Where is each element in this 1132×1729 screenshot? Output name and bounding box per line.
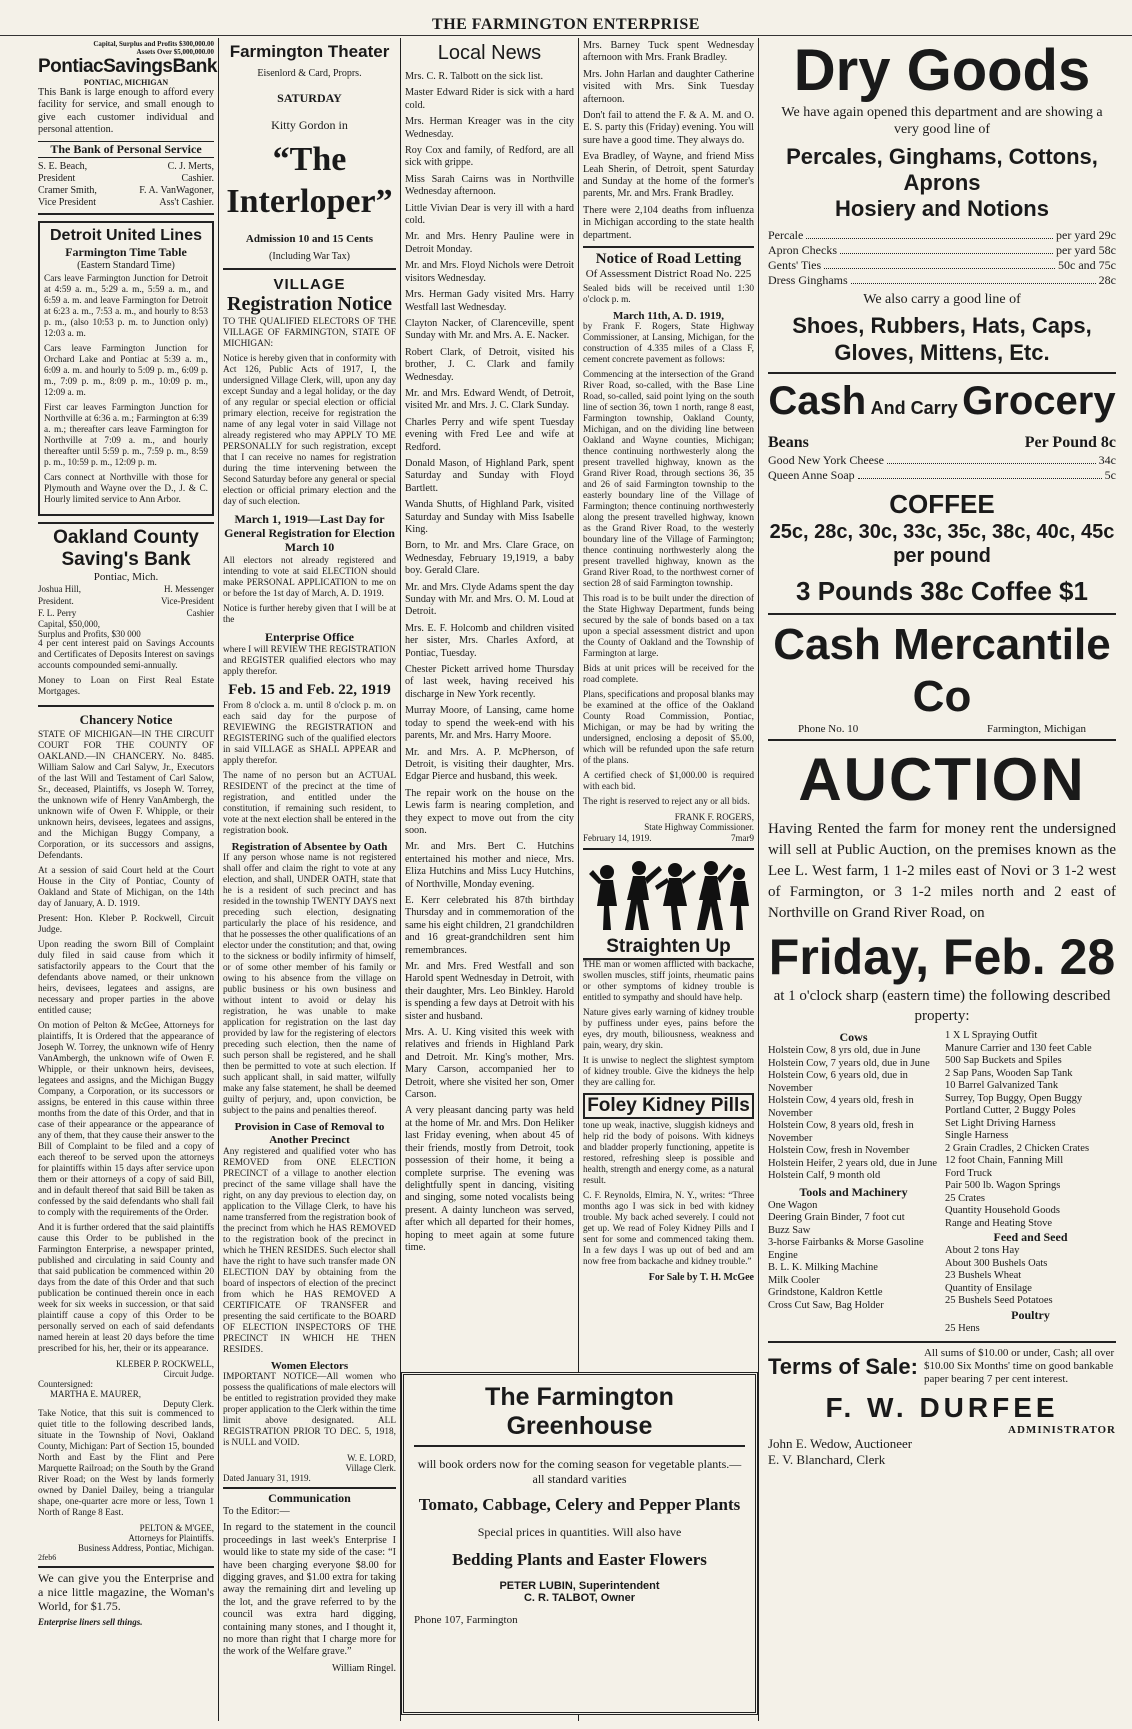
- registration-dates: Feb. 15 and Feb. 22, 1919: [228, 682, 391, 698]
- theater-proprietors: Eisenlord & Card, Proprs.: [257, 68, 362, 79]
- road-signer: FRANK F. ROGERS,: [674, 812, 754, 823]
- officer-name: Joshua Hill,: [38, 583, 82, 594]
- countersigned: Countersigned:: [38, 1378, 93, 1389]
- news-item: Don't fail to attend the F. & A. M. and O. E. S. party this (Friday) evening. You will sure have a good time. They always do.: [583, 110, 754, 146]
- detroit-united-title: Detroit United Lines: [49, 226, 202, 244]
- news-item: Eva Bradley, of Wayne, and friend Miss Leah Sherin, of Detroit, spent Saturday and Sunday at the home of the former's parents, Mr. and Mrs. Frank Bradley.: [583, 151, 754, 200]
- price-value: 5c: [1104, 468, 1116, 482]
- chancery-title: Chancery Notice: [79, 711, 173, 727]
- tool-item: Grindstone, Kaldron Kettle: [768, 1287, 883, 1298]
- news-item: Mr. and Mrs. Clyde Adams spent the day Sunday with Mr. and Mrs. O. M. Loud at Detroit.: [405, 581, 574, 618]
- clerk-title: Village Clerk.: [345, 1463, 396, 1473]
- news-item: Mr. and Mrs. Fred Westfall and son Harold spent Wednesday in Detroit, with their daughter, Mrs. Leo Binkley. Harold is spending a few days at Detroit with his sister and husband.: [405, 961, 574, 1022]
- road-date: March 11th, A. D. 1919,: [612, 310, 725, 323]
- equipment-item: 25 Crates: [945, 1192, 985, 1204]
- grocery-title-grocery: Grocery: [962, 379, 1116, 423]
- mercantile-name: Cash Mercantile Co: [773, 620, 1111, 721]
- equipment-item: Manure Carrier and 130 feet Cable: [945, 1042, 1092, 1054]
- leader-dots: [887, 453, 1096, 464]
- dry-goods-also: We also carry a good line of: [863, 292, 1021, 307]
- news-item: Donald Mason, of Highland Park, spent Saturday and Sunday with Floyd Bartlett.: [405, 457, 574, 494]
- news-item: Wanda Shutts, of Highland Park, visited Saturday and Sunday with Miss Isabelle King.: [405, 499, 574, 535]
- local-news-continued: [583, 40, 754, 242]
- cow-item: Holstein Cow, 4 years old, fresh in November: [768, 1095, 914, 1119]
- officer-name: Cramer Smith,: [38, 184, 97, 196]
- registration-title: Registration Notice: [227, 293, 392, 315]
- equipment-list: [945, 1030, 1116, 1230]
- news-item: Murray Moore, of Lansing, came home today to spend the week-end with his parents, Mr. and Mrs. Harry Moore.: [405, 705, 574, 742]
- oakland-location: Pontiac, Mich.: [93, 570, 159, 583]
- foley-dealer: For Sale by T. H. McGee: [648, 1272, 754, 1284]
- oakland-bank-ad: [38, 522, 214, 707]
- road-paragraph: Sealed bids will be received until 1:30 o'clock p. m.: [583, 284, 754, 306]
- news-item: Miss Sarah Cairns was in Northville Wednesday afternoon.: [405, 173, 574, 198]
- cow-item: Holstein Cow, fresh in November: [768, 1145, 910, 1156]
- pontiac-savings-ad: [38, 40, 217, 215]
- price-row: [768, 243, 1116, 258]
- auction-property-list: [768, 1030, 1116, 1335]
- news-item: Mrs. Barney Tuck spent Wednesday afternoon with Mrs. Frank Bradley.: [583, 40, 754, 64]
- timetable-paragraph: Cars leave Farmington Junction for Orchard Lake and Pontiac at 5:39 a. m., 6:09 a. m. and hourly to 5:09 p. m., 6:09 p. m., 7:09 p. m., 8:09 p. m., 10:09 p. m., 12:09 a. m.: [44, 343, 208, 398]
- column-1: [34, 38, 218, 1721]
- timetable-paragraph: First car leaves Farmington Junction for Northville at 6:36 a. m.; Farmington at 6:39 a. m.; thereafter cars leave Farmington for Northville at 7:09 a. m., and hourly thereafter until 5:59 p. m., 7:59 p. m., 8:59 p. m., 10:59 p. m., 12:09 p. m.: [44, 402, 208, 468]
- column-2: [219, 38, 400, 1721]
- auction-date: Friday, Feb. 28: [768, 929, 1116, 985]
- coffee-heading: COFFEE: [889, 489, 995, 519]
- price-item: Percale: [768, 228, 804, 242]
- officer-title: Cashier.: [181, 172, 214, 184]
- leader-dots: [858, 468, 1102, 479]
- registration-paragraph: The name of no person but an ACTUAL RESIDENT of the precinct at the time of registration, and entitled under the constitution, if remaining such resident, to vote at the next election shall be entered in the registration book.: [223, 771, 396, 836]
- news-item: Mr. and Mrs. Floyd Nichols were Detroit visitors Wednesday.: [405, 260, 574, 284]
- auction-owner-title: ADMINISTRATOR: [1008, 1424, 1116, 1436]
- poultry-heading: Poultry: [1011, 1307, 1050, 1322]
- officer-name: S. E. Beach,: [38, 160, 88, 172]
- timetable-paragraph: Cars connect at Northville with those for Plymouth and Wayne over the D., J. & C. Hourly limited service to Ann Arbor.: [44, 472, 208, 505]
- local-news-list: [405, 71, 574, 1254]
- auction-owner: F. W. DURFEE: [825, 1392, 1059, 1423]
- road-paragraph: Commencing at the intersection of the Grand River Road, so-called, with the Base Line Road, so-called, said point lying on the south line of section 36, town 1 north, range 8 east, Farmington township, Oakland County, Michigan, and on the dividing line between Oakland and Wayne counties, Michigan; thence continuing northwesterly along the present travelled highway, known as the Grand River Road, through sections 36, 35 and 26 of said Farmington township to the easterly boundary line of the Village of Farmington; thence continuing northwesterly along the present travelled highway, known as the Grand River Road, to the westerly boundary line of the Village of Farmington; thence continuing northwesterly along the present travelled highway, known as the Grand River Road, to the northwest corner of section 28 of said Farmington township.: [583, 370, 754, 590]
- equipment-item: 1 X L Spraying Outfit: [945, 1030, 1038, 1041]
- greenhouse-plants: Tomato, Cabbage, Celery and Pepper Plants: [418, 1495, 741, 1514]
- equipment-item: 10 Barrel Galvanized Tank: [945, 1080, 1059, 1091]
- notice-date: Dated January 31, 1919.: [223, 1473, 311, 1483]
- cow-item: Holstein Cow, 6 years old, due in November: [768, 1070, 908, 1094]
- greenhouse-superintendent: PETER LUBIN, Superintendent: [499, 1580, 660, 1592]
- dry-goods-ad: [768, 40, 1116, 374]
- greenhouse-ad: [401, 1372, 758, 1715]
- price-item: Good New York Cheese: [768, 453, 884, 467]
- clerk-name: MARTHA E. MAURER,: [50, 1388, 141, 1399]
- news-item: E. Kerr celebrated his 87th birthday Thursday and in commemoration of the same his eight children, 21 grandchildren and 16 great-grandchildren sent him remembrances.: [405, 894, 574, 956]
- road-paragraph: This road is to be built under the direction of the State Highway Department, funds being secured by the sale of bonds based on a tax upon a special assessment district and upon the County of Oakland and the Township of Farmington at large.: [583, 594, 754, 660]
- registration-paragraph: Any registered and qualified voter who has REMOVED from ONE ELECTION PRECINCT of a village to another election precinct of the same village shall have the right, on any day previous to election day, on application to the Village Clerk, to have his name transferred from the registration book of the precinct from which he HAS REMOVED to the registration book of the precinct in which he THEN RESIDES. Such elector shall have the right to have such transfer made ON ELECTION DAY by obtaining from the board of inspectors of election of the precinct from which he HAS REMOVED A CERTIFICATE OF TRANSFER and presenting the said certificate to the BOARD OF ELECTION INSPECTORS OF THE PRECINCT IN WHICH HE THEN RESIDES.: [223, 1147, 396, 1355]
- theater-day: SATURDAY: [277, 91, 342, 105]
- leader-dots: [824, 258, 1055, 269]
- poultry-item: 25 Hens: [945, 1322, 980, 1334]
- auction-intro: Having Rented the farm for money rent the undersigned will sell at Public Auction, on the premises known as the Lee L. West farm, 1 1-2 miles east of Novi or 3 1-2 west of Farmington, or 3 1-2 miles north and 2 east of Northville on Grand River Road, on: [768, 821, 1116, 921]
- dry-goods-line3: Shoes, Rubbers, Hats, Caps, Gloves, Mittens, Etc.: [792, 313, 1092, 365]
- tool-item: Milk Cooler: [768, 1274, 820, 1286]
- news-item: Mr. and Mrs. Bert C. Hutchins entertained his mother and niece, Mrs. Eliza Hutchins and Miss Lucy Hutchins, of Northville, Monday evening.: [405, 841, 574, 890]
- registration-notice: [223, 276, 396, 1483]
- foley-paragraph: THE man or women afflicted with backache, swollen muscles, stiff joints, rheumatic pains or other symptoms of kidney trouble is entitled to sympathy and should have help.: [583, 960, 754, 1004]
- auction-ad: [768, 747, 1116, 1468]
- news-item: Roy Cox and family, of Redford, are all sick with grippe.: [405, 145, 574, 169]
- pontiac-assets: Assets Over $5,000,000.00: [136, 48, 214, 56]
- mercantile-ad: [768, 619, 1116, 741]
- column-rule: [758, 38, 759, 1721]
- chancery-paragraph: At a session of said Court held at the Court House in the City of Pontiac, County of Oakland and State of Michigan, on the 14th day of January, A. D. 1919.: [38, 865, 214, 909]
- dry-goods-intro: We have again opened this department and are showing a very good line of: [781, 105, 1103, 137]
- terms-heading: Terms of Sale:: [768, 1353, 918, 1379]
- news-item: Mrs. A. U. King visited this week with relatives and friends in Highland Park and Detroit. Mr. King's mother, Mrs. Mary Carson, accompanied her to Detroit, where she visited her son, Omer Carson.: [405, 1027, 574, 1101]
- mercantile-phone: Phone No. 10: [798, 723, 859, 735]
- feed-item: About 300 Bushels Oats: [945, 1257, 1048, 1269]
- pontiac-location: PONTIAC, MICHIGAN: [83, 78, 169, 87]
- news-item: Clayton Nacker, of Clarenceville, spent Sunday with Mr. and Mrs. A. E. Nacker.: [405, 317, 574, 342]
- auction-clerk: E. V. Blanchard, Clerk: [768, 1452, 886, 1467]
- price-row: [768, 258, 1116, 273]
- timetable-paragraph: Cars leave Farmington Junction for Detroit at 4:59 a. m., 5:29 a. m., 5:59 a. m., and 6:59 a. m. and leave Farmington for Detroit at 6:23 a. m., 7:53 a. m., and hourly to 8:53 p. m., (also 10:53 p. m. to Junction only) 12:03 a. m.: [44, 273, 208, 339]
- price-item: Queen Anne Soap: [768, 468, 855, 482]
- news-item: Mrs. John Harlan and daughter Catherine visited with Mrs. Sink Tuesday afternoon.: [583, 68, 754, 105]
- news-item: Mr. and Mrs. A. P. McPherson, of Detroit, is visiting their daughter, Mrs. Edgar Pierce and husband, this week.: [405, 746, 574, 783]
- road-paragraph: Bids at unit prices will be received for the road complete.: [583, 664, 754, 686]
- road-paragraph: by Frank F. Rogers, State Highway Commissioner, at Lansing, Michigan, for the construction of 4.335 miles of a Class F, cement concrete pavement as follows:: [583, 322, 754, 366]
- equipment-item: 12 foot Chain, Fanning Mill: [945, 1155, 1064, 1166]
- absentee-heading: Registration of Absentee by Oath: [231, 841, 388, 853]
- greenhouse-owner: C. R. TALBOT, Owner: [523, 1592, 636, 1604]
- chancery-paragraph: Present: Hon. Kleber P. Rockwell, Circuit Judge.: [38, 913, 214, 935]
- equipment-item: Set Light Driving Harness: [945, 1117, 1056, 1129]
- news-item: Mr. and Mrs. Edward Wendt, of Detroit, visited Mr. and Mrs. J. C. Clark Sunday.: [405, 387, 574, 412]
- news-item: Mrs. E. F. Holcomb and children visited her sister, Mrs. Charles Axford, at Pontiac, Tuesday.: [405, 622, 574, 659]
- road-paragraph: A certified check of $1,000.00 is required with each bid.: [583, 771, 754, 793]
- theater-ad: [223, 42, 396, 270]
- officer-name: F. A. VanWagoner,: [139, 184, 214, 196]
- theater-title: Farmington Theater: [229, 42, 390, 61]
- chancery-paragraph: And it is further ordered that the said plaintiffs cause this Order to be published in the Farmington Enterprise, a newspaper printed, published and circulating in said County and that said publication be commenced within 20 days from the date of this Order and that such publication be continued therein once in each week for six weeks in succession, or that said plaintiff cause a copy of this Order to be personally served on each of said defendants named herein at least 20 days before the time prescribed for his, her, their or its appearance.: [38, 1222, 214, 1354]
- cow-item: Holstein Calf, 9 month old: [768, 1170, 881, 1181]
- road-letting-notice: [583, 246, 754, 844]
- dancing-figures-illustration: [589, 854, 749, 936]
- beans-price: Per Pound 8c: [1024, 434, 1116, 451]
- dry-goods-title: Dry Goods: [793, 38, 1091, 103]
- pontiac-tagline: The Bank of Personal Service: [38, 141, 214, 158]
- news-item: Mrs. Herman Kreager was in the city Wednesday.: [405, 116, 574, 140]
- equipment-item: Portland Cutter, 2 Buggy Poles: [945, 1105, 1076, 1116]
- removal-heading: Provision in Case of Removal to Another Precinct: [234, 1121, 385, 1146]
- theater-film: “The Interloper”: [226, 141, 393, 220]
- grocery-title-cash: Cash: [768, 379, 867, 423]
- registration-paragraph: Notice is hereby given that in conformity with Act 126, Public Acts of 1917, I, the undersigned Village Clerk, will, upon any day except Sunday and a legal holiday, or the day of any regular or special election or official primary election, receive for registration the name of any legal voter in said Village not already registered who may APPLY TO ME PERSONALLY for such registration, except that I can receive no names for registration during the time intervening between the Second Saturday before any general or special election or official primary election and the day of such election.: [223, 354, 396, 507]
- news-item: Mrs. Herman Gady visited Mrs. Harry Westfall last Wednesday.: [405, 289, 574, 313]
- feed-heading: Feed and Seed: [993, 1230, 1068, 1244]
- oakland-paragraph: 4 per cent interest paid on Savings Accounts and Certificates of Deposits Interest on savings accounts compounded semi-annually.: [38, 638, 214, 671]
- news-item: Robert Clark, of Detroit, visited his brother, J. C. Clark and family Wednesday.: [405, 346, 574, 383]
- column-5: [762, 38, 1122, 1721]
- road-signer-title: State Highway Commissioner.: [644, 822, 754, 833]
- greenhouse-special: Special prices in quantities. Will also have: [477, 1525, 682, 1539]
- attorneys-address: Business Address, Pontiac, Michigan.: [78, 1542, 214, 1553]
- greenhouse-intro: will book orders now for the coming season for vegetable plants.—all standard varities: [417, 1457, 742, 1486]
- feed-item: Quantity of Ensilage: [945, 1282, 1032, 1294]
- equipment-item: Quantity Household Goods: [945, 1205, 1060, 1216]
- registration-paragraph: where I will REVIEW THE REGISTRATION and REGISTER qualified electors who may apply therefor.: [223, 645, 396, 677]
- foley-paragraph: C. F. Reynolds, Elmira, N. Y., writes: “Three months ago I was sick in bed with kidney trouble. My back ached severely. I could not get up. We read of Foley Kidney Pills and I sent for some and commenced taking them. In a few days I was up out of bed and am now free from backache and kidney trouble.”: [583, 1191, 754, 1268]
- leader-dots: [840, 243, 1053, 254]
- price-item: Gents' Ties: [768, 258, 822, 272]
- tool-item: One Wagon: [768, 1199, 818, 1211]
- attorneys: PELTON & M'GEE,: [139, 1522, 214, 1533]
- equipment-item: Range and Heating Stove: [945, 1217, 1053, 1229]
- price-value: per yard 58c: [1056, 243, 1116, 257]
- beans-item: Beans: [768, 434, 809, 451]
- registration-deadline: March 1, 1919—Last Day for General Registration for Election March 10: [224, 512, 395, 554]
- equipment-item: 2 Grain Cradles, 2 Chicken Crates: [945, 1142, 1090, 1154]
- communication-salutation: To the Editor:—: [223, 1506, 290, 1517]
- officer-title: Vice President: [38, 196, 96, 208]
- news-item: Master Edward Rider is sick with a hard cold.: [405, 87, 574, 111]
- registration-paragraph: All electors not already registered and intending to vote at said ELECTION should make PERSONAL APPLICATION to me on or before the 1st day of March, A. D. 1919.: [223, 556, 396, 599]
- foley-paragraph: Nature gives early warning of kidney trouble by puffiness under eyes, pains before the eyes, dry mouth, biliousness, weakness and pain, weary, dry skin.: [583, 1008, 754, 1052]
- timetable-subtitle: Farmington Time Table: [65, 244, 187, 259]
- masthead: [0, 0, 1132, 36]
- equipment-item: Single Harness: [945, 1130, 1009, 1141]
- registration-paragraph: If any person whose name is not registered shall offer and claim the right to vote at any election, and shall, UNDER OATH, state that he is a resident of such precinct and has resided in the township TWENTY DAYS next preceding such election, designating particularly the place of his residence, and that he possesses the other qualifications of an elector under the constitution; and that, owing to the sickness or bodily infirmity of himself, or of some other member of his family or owing to his absence from the village on public business or his own business and without intent to avoid or delay his registration, he was unable to make application for registration on the last day provided by law for the registering of electors preceding such election, then the name of such person shall be registered, and he shall then be permitted to vote at such election. If such applicant shall, in said matter, wilfully make any false statement, he shall be deemed guilty of perjury, and, upon conviction, be subject to the pains and penalties thereof.: [223, 853, 396, 1116]
- grocery-price-list: [768, 453, 1116, 483]
- equipment-item: 2 Sap Pans, Wooden Sap Tank: [945, 1067, 1073, 1079]
- clerk-name: W. E. LORD,: [347, 1453, 396, 1463]
- price-value: per yard 29c: [1056, 228, 1116, 242]
- chancery-paragraph: STATE OF MICHIGAN—IN THE CIRCUIT COURT FOR THE COUNTY OF OAKLAND.—IN CHANCERY. No. 8485. William Salow and Carl Salyw, Jr., Executors of the last Will and Testament of Carl Salow, Sr., deceased, Plaintiffs, vs Joseph W. Torrey, the unknown wife of Henry VanAmbergh, the unknown wife of Owen F. Whipple, or their unknown heirs, devisees, legatees and assigns, and the Michigan Buggy Company, a Corporation, or its successors and assigns, Defendants.: [38, 729, 214, 861]
- theater-admission: Admission 10 and 15 Cents: [245, 233, 374, 245]
- grocery-title-carry: And Carry: [870, 398, 958, 418]
- pontiac-body: This Bank is large enough to afford every facility for service, and small enough to give each customer individual and personal attention.: [38, 87, 214, 136]
- registration-paragraph: Notice is further hereby given that I will be at the: [223, 604, 396, 625]
- tool-item: 3-horse Fairbanks & Morse Gasoline Engine: [768, 1237, 924, 1261]
- road-title: Notice of Road Letting: [595, 251, 742, 268]
- greenhouse-phone: Phone 107, Farmington: [414, 1614, 518, 1626]
- enterprise-slogan: Enterprise liners sell things.: [38, 1616, 143, 1627]
- officer-name: C. J. Merts,: [167, 160, 214, 172]
- ad-ref: 7mar9: [731, 833, 754, 844]
- officer-title: Ass't Cashier.: [159, 196, 214, 208]
- oakland-bank-title: Oakland County Saving's Bank: [53, 526, 199, 570]
- news-item: There were 2,104 deaths from influenza in Michigan according to the state health department.: [583, 204, 754, 241]
- timetable-zone: (Eastern Standard Time): [77, 259, 175, 271]
- mercantile-city: Farmington, Michigan: [987, 723, 1086, 735]
- feed-item: About 2 tons Hay: [945, 1245, 1020, 1256]
- price-item: Apron Checks: [768, 243, 837, 257]
- tool-item: B. L. K. Milking Machine: [768, 1262, 878, 1273]
- chancery-paragraph: Upon reading the sworn Bill of Complaint duly filed in said cause from which it satisfactorily appears to the Court that the defendants above named, or their unknown heirs, devisees, legatees and assigns, are necessary and proper parties in the above entitled cause;: [38, 939, 214, 1016]
- dry-goods-line2: Hosiery and Notions: [835, 196, 1049, 221]
- officer-name: H. Messenger: [164, 583, 214, 594]
- tool-item: Deering Grain Binder, 7 foot cut: [768, 1212, 905, 1223]
- coffee-deal: 3 Pounds 38c Coffee $1: [796, 576, 1088, 606]
- leader-dots: [806, 228, 1053, 239]
- officer-title: Cashier: [186, 607, 214, 618]
- news-item: Chester Pickett arrived home Thursday of last week, having received his discharge in New York recently.: [405, 664, 574, 700]
- oakland-surplus: Surplus and Profits, $30 000: [38, 628, 141, 639]
- price-value: 34c: [1098, 453, 1116, 467]
- communication-body: In regard to the statement in the council proceedings in last week's Enterprise I would like to state my side of the case: “I have been charging everyone $8.00 for digging graves, and $1.00 extra for taking away the remaining dirt and leveling up the lot, and the grave referred to by the council was extra hard digging, containing many stones, and I thought it, no more than right that I charge more for the work of the Welfare grave.”: [223, 1522, 396, 1658]
- terms-of-sale: [768, 1341, 1116, 1386]
- local-news-title: Local News: [437, 42, 542, 64]
- news-item: Mr. and Mrs. Henry Pauline were in Detroit Monday.: [405, 231, 574, 255]
- cows-heading: Cows: [839, 1030, 868, 1044]
- price-row: [768, 228, 1116, 243]
- road-paragraph: Plans, specifications and proposal blanks may be examined at the office of the Oakland County Road Commission, Pontiac, Michigan, or may be had by writing the undersigned, enclosing a deposit of $5.00, which will be refunded upon the safe return of the plans.: [583, 690, 754, 767]
- equipment-item: 500 Sap Buckets and Spiles: [945, 1055, 1062, 1066]
- theater-star: Kitty Gordon in: [271, 118, 348, 132]
- registration-office: Enterprise Office: [265, 630, 354, 644]
- tool-item: Cross Cut Saw, Bag Holder: [768, 1299, 884, 1311]
- price-value: 50c and 75c: [1058, 258, 1116, 272]
- news-item: A very pleasant dancing party was held at the home of Mr. and Mrs. Don Heliker last Friday evening, when about 45 of their friends, mostly from Detroit, took possession of their home, it being a complete surprise. The evening was delightfully spent in dancing, visiting and singing, some noted vocalists being present. A dainty luncheon was served, after which all departed for their homes, hoping to meet again at some future time.: [405, 1105, 574, 1253]
- foley-paragraph: tone up weak, inactive, sluggish kidneys and help rid the body of poisons. With kidneys and bladder properly functioning, appetite is restored, refreshing sleep is possible and health, strength and energy come, as a natural result.: [583, 1121, 754, 1187]
- leader-dots: [851, 273, 1096, 284]
- officer-title: President.: [38, 595, 74, 606]
- ad-ref: 2feb6: [38, 1552, 57, 1562]
- price-item: Dress Ginghams: [768, 273, 848, 287]
- theater-tax: (Including War Tax): [269, 251, 350, 262]
- auction-title: AUCTION: [798, 746, 1086, 813]
- equipment-item: Ford Truck: [945, 1167, 992, 1179]
- judge-title: Circuit Judge.: [163, 1368, 214, 1379]
- chancery-paragraph: On motion of Pelton & McGee, Attorneys for plaintiffs, It is Ordered that the appearance of Joseph W. Torrey, the unknown wife of Henry VanAmbergh, the unknown wife of Owen F. Whipple, or their unknown heirs, devisees, legatees and assigns, and the Michigan Buggy Company, a Corporation, or its successors or assigns, be entered in this cause within three months from the date of this Order, and that in case of their appearance or the appearance of any of them, that they cause their answer to the Bill of Complaint to be filed and a copy of each thereof to be served upon the attorneys for plaintiffs within 15 days after service upon them or their attorneys of a copy of said Bill, and in default thereof that said Bill be taken as confessed by the said defendants who shall fail to comply with the requirements of the Order.: [38, 1020, 214, 1218]
- grocery-ad: [768, 378, 1116, 615]
- cow-item: Holstein Cow, 7 years old, due in June: [768, 1057, 930, 1069]
- attorneys-title: Attorneys for Plaintiffs.: [128, 1532, 214, 1543]
- women-heading: Women Electors: [270, 1360, 349, 1372]
- equipment-item: Pair 500 lb. Wagon Springs: [945, 1180, 1061, 1191]
- pontiac-capital: Capital, Surplus and Profits $300,000.00: [93, 40, 214, 48]
- clerk-title: Deputy Clerk.: [163, 1398, 214, 1409]
- cows-list: [768, 1045, 939, 1183]
- feed-list: [945, 1245, 1116, 1308]
- auctioneer: John E. Wedow, Auctioneer: [768, 1436, 913, 1451]
- cow-item: Holstein Cow, 8 yrs old, due in June: [768, 1045, 921, 1056]
- pontiac-bank-name: PontiacSavingsBank: [38, 56, 217, 77]
- communication: [223, 1487, 396, 1674]
- foley-paragraph: It is unwise to neglect the slightest symptom of kidney trouble. Give the kidneys the help they are calling for.: [583, 1056, 754, 1089]
- news-item: The repair work on the house on the Lewis farm is nearing completion, and they expect to move out from the city soon.: [405, 787, 574, 836]
- dry-goods-price-list: [768, 228, 1116, 288]
- price-value: 28c: [1098, 273, 1116, 287]
- price-row: [768, 468, 1116, 483]
- price-row: [768, 273, 1116, 288]
- road-subtitle: Of Assessment District Road No. 225: [585, 268, 752, 281]
- news-item: Charles Perry and wife spent Tuesday evening with Fred Lee and wife at Redford.: [405, 416, 574, 453]
- chancery-paragraph: Take Notice, that this suit is commenced to quiet title to the following described lands, situate in the Township of Novi, Oakland County, Michigan: Part of Section 15, bounded North and East by the Flint and Pere Marquette Railroad; on the South by the Grand River Road; on the West by lands formerly owned by Daniel Dailey, being a triangular shape, one-quarter acre more or less, Town 1 North of Range 8 East.: [38, 1408, 214, 1518]
- feed-item: 23 Bushels Wheat: [945, 1270, 1022, 1281]
- officer-title: Vice-President: [161, 595, 214, 606]
- tools-heading: Tools and Machinery: [799, 1184, 908, 1199]
- news-item: Little Vivian Dear is very ill with a hard cold.: [405, 202, 574, 227]
- road-paragraph: The right is reserved to reject any or all bids.: [583, 797, 750, 808]
- detroit-united-timetable: [38, 221, 214, 516]
- officer-name: F. L. Perry: [38, 607, 77, 618]
- tools-list: [768, 1200, 939, 1313]
- registration-paragraph: From 8 o'clock a. m. until 8 o'clock p. m. on each said day for the purpose of REVIEWING the REGISTRATION and REGISTERING such of the qualified electors in said VILLAGE as SHALL APPEAR and apply therefor.: [223, 701, 396, 766]
- registration-paragraph: IMPORTANT NOTICE—All women who possess the qualifications of male electors will be entitled to registration provided they make proper application to the Clerk within the time limit above designated. ALL REGISTRATION PRIOR TO DEC. 5, 1918, is NULL and VOID.: [223, 1372, 396, 1448]
- price-row: [768, 453, 1116, 468]
- cow-item: Holstein Heifer, 2 years old, due in June: [768, 1157, 937, 1169]
- foley-kidney-ad: [583, 848, 754, 1283]
- officer-title: President: [38, 172, 76, 184]
- judge-name: KLEBER P. ROCKWELL,: [116, 1358, 214, 1369]
- oakland-capital: Capital, $50,000,: [38, 618, 100, 629]
- newspaper-title: THE FARMINGTON ENTERPRISE: [432, 16, 700, 33]
- tool-item: Buzz Saw: [768, 1224, 811, 1236]
- registration-paragraph: TO THE QUALIFIED ELECTORS OF THE VILLAGE OF FARMINGTON, STATE OF MICHIGAN:: [223, 317, 396, 349]
- road-dated: February 14, 1919.: [583, 833, 652, 844]
- news-item: Mrs. C. R. Talbott on the sick list.: [405, 71, 544, 82]
- foley-brand: Foley Kidney Pills: [583, 1093, 754, 1119]
- terms-text: All sums of $10.00 or under, Cash; all over $10.00 Six Months' time on good bankable paper bearing 7 per cent interest.: [923, 1347, 1115, 1385]
- coffee-prices: 25c, 28c, 30c, 33c, 35c, 38c, 40c, 45c per pound: [769, 521, 1115, 567]
- cow-item: Holstein Cow, 8 years old, fresh in November: [768, 1120, 914, 1144]
- auction-time: at 1 o'clock sharp (eastern time) the following described property:: [773, 988, 1111, 1024]
- village-banner: VILLAGE: [273, 276, 346, 293]
- oakland-paragraph: Money to Loan on First Real Estate Mortgages.: [38, 675, 214, 697]
- equipment-item: Surrey, Top Buggy, Open Buggy: [945, 1092, 1083, 1104]
- communication-title: Communication: [268, 1491, 351, 1505]
- feed-item: 25 Bushels Seed Potatoes: [945, 1295, 1053, 1306]
- greenhouse-flowers: Bedding Plants and Easter Flowers: [452, 1550, 707, 1569]
- news-item: Born, to Mr. and Mrs. Clare Grace, on Wednesday, February 19,1919, a baby boy. Gerald Clare.: [405, 540, 574, 577]
- enterprise-ad-body: We can give you the Enterprise and a nice little magazine, the Woman's World, for $1.75.: [38, 1570, 214, 1613]
- communication-signer: William Ringel.: [331, 1662, 396, 1674]
- greenhouse-title: The Farmington Greenhouse: [414, 1383, 745, 1447]
- enterprise-ad: [38, 1566, 214, 1627]
- dry-goods-line1: Percales, Ginghams, Cottons, Aprons: [786, 144, 1098, 195]
- chancery-notice: [38, 712, 214, 1562]
- foley-headline: Straighten Up: [583, 936, 754, 960]
